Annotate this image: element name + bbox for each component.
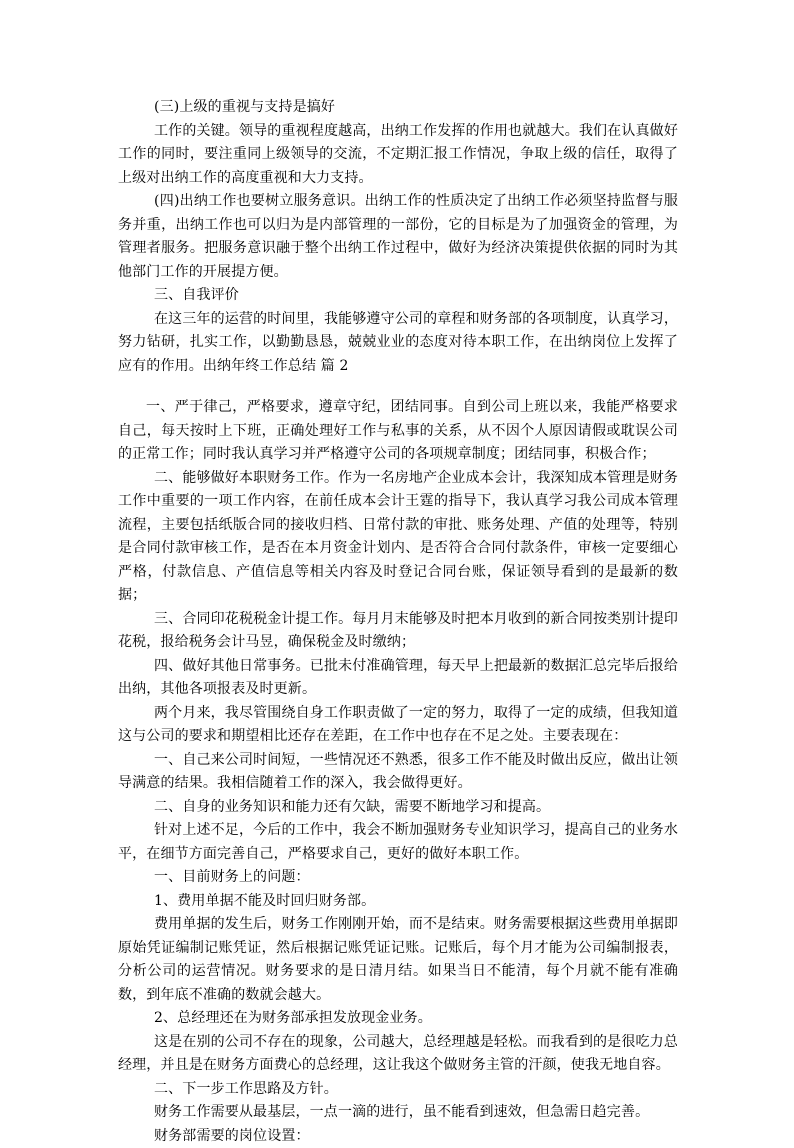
paragraph-shortcoming-2: 二、自身的业务知识和能力还有欠缺，需要不断地学习和提高。 (118, 796, 678, 820)
paragraph-service-awareness: (四)出纳工作也要树立服务意识。出纳工作的性质决定了出纳工作必须坚持监督与服务并重，出纳工作也可以归为是内部管理的一部份，它的目标是为了加强资金的管理，为管理者服务。把服务意识融于整个出纳工作过程中，做好为经济决策提供依据的同时为其他部门工作的开展提方便。 (118, 190, 678, 284)
paragraph-stamp-tax: 三、合同印花税税金计提工作。每月月末能够及时把本月收到的新合同按类别计提印花税，报给税务会计马昱，确保税金及时缴纳； (118, 608, 678, 655)
paragraph-self-evaluation: 在这三年的运营的时间里，我能够遵守公司的章程和财务部的各项制度，认真学习，努力钻研，扎实工作，以勤勤恳恳，兢兢业业的态度对待本职工作，在出纳岗位上发挥了应有的作用。出纳年终工作总结 篇 2 (118, 308, 678, 379)
paragraph-self-evaluation-heading: 三、自我评价 (118, 284, 678, 308)
paragraph-two-months: 两个月来，我尽管围绕自身工作职责做了一定的努力，取得了一定的成绩，但我知道这与公司的要求和期望相比还存在差距，在工作中也存在不足之处。主要表现在： (118, 702, 678, 749)
paragraph-problem-1-detail: 费用单据的发生后，财务工作刚刚开始，而不是结束。财务需要根据这些费用单据即原始凭证编制记账凭证，然后根据记账凭证记账。记账后，每个月才能为公司编制报表，分析公司的运营情况。财务要求的是日清月结。如果当日不能清，每个月就不能有准确数，到年底不准确的数就会越大。 (118, 913, 678, 1007)
paragraph-shortcoming-1: 一、自己来公司时间短，一些情况还不熟悉，很多工作不能及时做出反应，做出让领导满意的结果。我相信随着工作的深入，我会做得更好。 (118, 749, 678, 796)
section-part-2 (118, 396, 678, 1148)
paragraph-section-heading-3: (三)上级的重视与支持是搞好 (118, 96, 678, 120)
paragraph-problem-1-heading: 1、费用单据不能及时回归财务部。 (118, 890, 678, 914)
paragraph-current-problems-heading: 一、目前财务上的问题： (118, 866, 678, 890)
paragraph-daily-affairs: 四、做好其他日常事务。已批未付准确管理，每天早上把最新的数据汇总完毕后报给出纳，其他各项报表及时更新。 (118, 655, 678, 702)
paragraph-duty-work: 二、能够做好本职财务工作。作为一名房地产企业成本会计，我深知成本管理是财务工作中重要的一项工作内容，在前任成本会计王霆的指导下，我认真学习我公司成本管理流程，主要包括纸版合同的接收归档、日常付款的审批、账务处理、产值的处理等，特别是合同付款审核工作，是否在本月资金计划内、是否符合合同付款条件，审核一定要细心严格，付款信息、产值信息等相关内容及时登记合同台账，保证领导看到的是最新的数据； (118, 467, 678, 608)
paragraph-problem-2-heading: 2、总经理还在为财务部承担发放现金业务。 (118, 1007, 678, 1031)
paragraph-next-steps-detail: 财务工作需要从最基层，一点一滴的进行，虽不能看到速效，但急需日趋完善。 (118, 1101, 678, 1125)
document-body (118, 96, 678, 1148)
paragraph-discipline: 一、严于律己，严格要求，遵章守纪，团结同事。自到公司上班以来，我能严格要求自己，每天按时上下班，正确处理好工作与私事的关系，从不因个人原因请假或耽误公司的正常工作；同时我认真学习并严格遵守公司的各项规章制度；团结同事，积极合作； (118, 396, 678, 467)
paragraph-problem-2-detail: 这是在别的公司不存在的现象，公司越大，总经理越是轻松。而我看到的是很吃力总经理，并且是在财务方面费心的总经理，这让我这个做财务主管的汗颜，使我无地自容。 (118, 1031, 678, 1078)
paragraph-improvement: 针对上述不足，今后的工作中，我会不断加强财务专业知识学习，提高自己的业务水平，在细节方面完善自己，严格要求自己，更好的做好本职工作。 (118, 819, 678, 866)
paragraph-positions-heading: 财务部需要的岗位设置： (118, 1125, 678, 1148)
paragraph-next-steps-heading: 二、下一步工作思路及方针。 (118, 1078, 678, 1102)
paragraph-leadership-support: 工作的关键。领导的重视程度越高，出纳工作发挥的作用也就越大。我们在认真做好工作的同时，要注重同上级领导的交流，不定期汇报工作情况，争取上级的信任，取得了上级对出纳工作的高度重视和大力支持。 (118, 120, 678, 191)
